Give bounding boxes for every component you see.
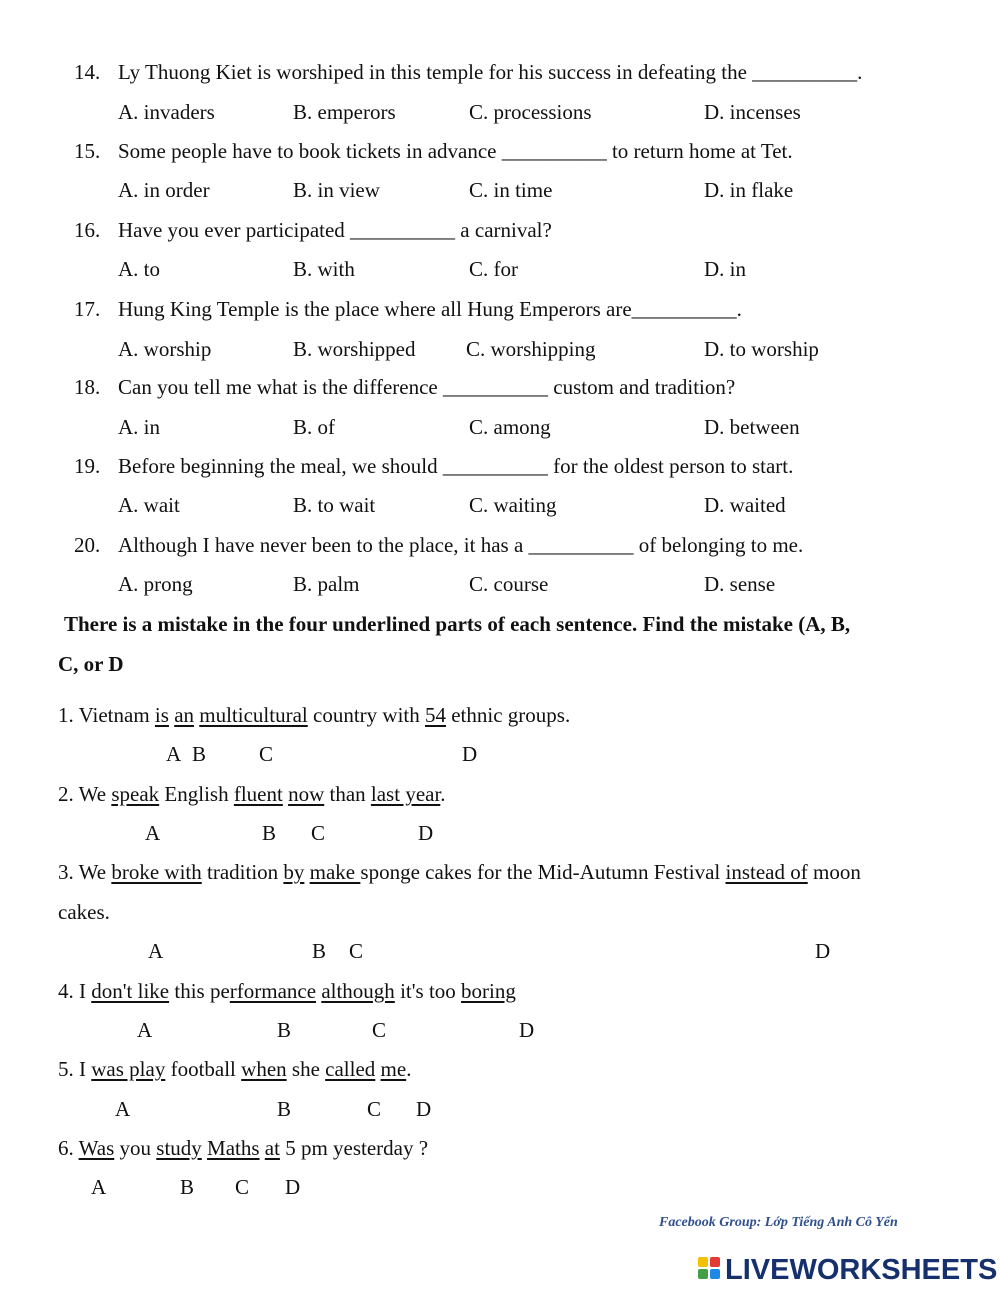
error-sentence-6: 6. Was you study Maths at 5 pm yesterday ? [58,1136,429,1160]
question-stem: Ly Thuong Kiet is worshiped in this temple for his success in defeating the __________. [118,60,863,84]
liveworksheets-logo-text[interactable]: LIVEWORKSHEETS [725,1254,998,1286]
label-d[interactable]: D [285,1175,301,1199]
error-sentence-2: 2. We speak English fluent now than last year. [58,782,446,806]
option-c[interactable]: C. course [469,572,549,596]
option-b[interactable]: B. to wait [293,493,376,517]
label-b[interactable]: B [192,742,207,766]
underlined-part-b: by [283,860,305,884]
underlined-part-a: don't like [91,979,170,1003]
option-c[interactable]: C. in time [469,178,553,202]
underlined-part-d: 54 [424,703,446,727]
underlined-part-a: is [154,703,169,727]
option-d[interactable]: D. incenses [704,100,801,124]
label-b[interactable]: B [312,939,327,963]
option-c[interactable]: C. processions [469,100,592,124]
label-c[interactable]: C [235,1175,250,1199]
underlined-part-d: last year [370,782,441,806]
underlined-part-c: Maths [207,1136,260,1160]
label-c[interactable]: C [311,821,326,845]
option-d[interactable]: D. sense [704,572,776,596]
question-number: 18. [74,375,101,399]
option-a[interactable]: A. invaders [118,100,215,124]
liveworksheets-logo-icon [698,1257,722,1283]
option-c[interactable]: C. worshipping [466,337,596,361]
question-number: 17. [74,297,101,321]
label-a[interactable]: A [137,1018,153,1042]
facebook-group-credit: Facebook Group: Lớp Tiếng Anh Cô Yến [659,1215,898,1230]
instruction-line-1: There is a mistake in the four underlined parts of each sentence. Find the mistake (A, B, [64,612,851,636]
label-a[interactable]: A [148,939,164,963]
question-number: 20. [74,533,101,557]
option-c[interactable]: C. waiting [469,493,557,517]
underlined-part-c: although [321,979,395,1003]
option-b[interactable]: B. of [293,415,335,439]
option-c[interactable]: C. among [469,415,551,439]
option-a[interactable]: A. in order [118,178,210,202]
option-a[interactable]: A. wait [118,493,180,517]
underlined-part-c: multicultural [199,703,308,727]
label-a[interactable]: A [115,1097,131,1121]
underlined-part-b: fluent [233,782,283,806]
question-number: 15. [74,139,101,163]
question-stem: Some people have to book tickets in advance __________ to return home at Tet. [118,139,793,163]
option-a[interactable]: A. to [118,257,160,281]
option-c[interactable]: C. for [469,257,518,281]
underlined-part-a: was play [91,1057,166,1081]
label-d[interactable]: D [519,1018,535,1042]
underlined-part-d: me [380,1057,407,1081]
question-number: 14. [74,60,101,84]
underlined-part-d: boring [461,979,516,1003]
option-b[interactable]: B. worshipped [293,337,416,361]
question-stem: Hung King Temple is the place where all Hung Emperors are__________. [118,297,742,321]
label-d[interactable]: D [815,939,831,963]
underlined-part-d: at [264,1136,280,1160]
question-stem: Although I have never been to the place, it has a __________ of belonging to me. [118,533,804,557]
error-sentence-1: 1. Vietnam is an multicultural country with 54 ethnic groups. [58,703,571,727]
underlined-part-b: an [174,703,195,727]
option-d[interactable]: D. waited [704,493,786,517]
option-d[interactable]: D. in [704,257,746,281]
question-number: 19. [74,454,101,478]
option-b[interactable]: B. in view [293,178,380,202]
error-sentence-5: 5. I was play football when she called me. [58,1057,412,1081]
label-b[interactable]: B [180,1175,195,1199]
label-a[interactable]: A [145,821,161,845]
label-d[interactable]: D [416,1097,432,1121]
label-d[interactable]: D [462,742,478,766]
label-a[interactable]: A [166,742,182,766]
label-c[interactable]: C [372,1018,387,1042]
error-sentence-3: 3. We broke with tradition by make sponge cakes for the Mid-Autumn Festival instead of moon [58,860,861,884]
underlined-part-b: study [156,1136,202,1160]
underlined-part-d: instead of [725,860,808,884]
underlined-part-b: rformance [229,979,317,1003]
instruction-line-2: C, or D [58,652,124,676]
option-b[interactable]: B. with [293,257,355,281]
option-b[interactable]: B. emperors [293,100,396,124]
underlined-part-a: speak [111,782,160,806]
underlined-part-a: broke with [111,860,202,884]
label-b[interactable]: B [262,821,277,845]
underlined-part-c: make [309,860,361,884]
underlined-part-b: when [241,1057,287,1081]
error-sentence-3-continued: cakes. [58,900,110,924]
label-c[interactable]: C [367,1097,382,1121]
label-b[interactable]: B [277,1097,292,1121]
label-a[interactable]: A [91,1175,107,1199]
option-b[interactable]: B. palm [293,572,360,596]
underlined-part-a: Was [78,1136,115,1160]
question-stem: Have you ever participated __________ a carnival? [118,218,552,242]
option-d[interactable]: D. to worship [704,337,819,361]
error-sentence-4: 4. I don't like this performance although it's too boring [58,979,516,1003]
label-b[interactable]: B [277,1018,292,1042]
option-d[interactable]: D. between [704,415,800,439]
underlined-part-c: now [288,782,325,806]
option-d[interactable]: D. in flake [704,178,794,202]
label-d[interactable]: D [418,821,434,845]
option-a[interactable]: A. in [118,415,160,439]
underlined-part-c: called [325,1057,376,1081]
question-stem: Can you tell me what is the difference __________ custom and tradition? [118,375,736,399]
question-number: 16. [74,218,101,242]
label-c[interactable]: C [349,939,364,963]
label-c[interactable]: C [259,742,274,766]
option-a[interactable]: A. worship [118,337,212,361]
question-stem: Before beginning the meal, we should __________ for the oldest person to start. [118,454,794,478]
option-a[interactable]: A. prong [118,572,193,596]
